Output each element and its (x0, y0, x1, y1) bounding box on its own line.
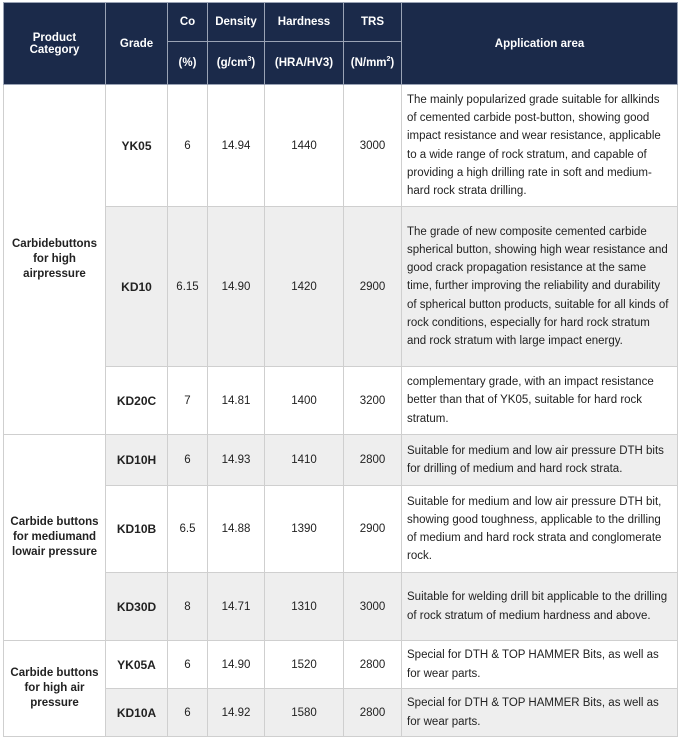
header-product-category: Product Category (4, 3, 106, 85)
header-grade: Grade (106, 3, 168, 85)
grade-cell: KD10H (106, 435, 168, 486)
co-cell: 6 (168, 689, 208, 737)
trs-cell: 2800 (344, 435, 402, 486)
co-cell: 6 (168, 641, 208, 689)
density-cell: 14.90 (208, 207, 265, 367)
category-cell: Carbidebuttons for high airpressure (4, 85, 106, 435)
trs-cell: 3000 (344, 573, 402, 641)
density-cell: 14.93 (208, 435, 265, 486)
table-row (4, 367, 678, 435)
trs-cell: 2800 (344, 689, 402, 737)
grade-cell: YK05A (106, 641, 168, 689)
table-row (4, 85, 678, 207)
density-cell: 14.94 (208, 85, 265, 207)
application-cell: The mainly popularized grade suitable for allkinds of cemented carbide post-button, showing good impact resistance and wear resistance, applicable to a wide range of rock stratum, and capable of providing a high drilling rate in soft and medium-hard rock strata drilling. (402, 85, 678, 207)
density-cell: 14.90 (208, 641, 265, 689)
density-cell: 14.71 (208, 573, 265, 641)
hardness-cell: 1310 (265, 573, 344, 641)
header-hardness: Hardness (265, 3, 344, 42)
header-trs: TRS (344, 3, 402, 42)
category-cell: Carbide buttons for high air pressure (4, 641, 106, 737)
trs-cell: 3000 (344, 85, 402, 207)
hardness-cell: 1420 (265, 207, 344, 367)
co-cell: 7 (168, 367, 208, 435)
hardness-cell: 1390 (265, 486, 344, 573)
grade-cell: KD10 (106, 207, 168, 367)
header-trs-unit: $(N/mm^2)$ (344, 42, 402, 85)
hardness-cell: 1410 (265, 435, 344, 486)
table-row (4, 573, 678, 641)
table-row (4, 641, 678, 689)
hardness-cell: 1440 (265, 85, 344, 207)
application-cell: Suitable for medium and low air pressure DTH bits for drilling of medium and hard rock strata. (402, 435, 678, 486)
hardness-cell: 1580 (265, 689, 344, 737)
trs-cell: 3200 (344, 367, 402, 435)
header-density: Density (208, 3, 265, 42)
co-cell: 6 (168, 435, 208, 486)
header-co-unit: (%) (168, 42, 208, 85)
header-density-unit: $(g/cm^3)$ (208, 42, 265, 85)
table-row (4, 689, 678, 737)
application-cell: Suitable for medium and low air pressure DTH bit, showing good toughness, applicable to the drilling of medium and hard rock strata and conglomerate rock. (402, 486, 678, 573)
grade-cell: YK05 (106, 85, 168, 207)
application-cell: Suitable for welding drill bit applicable to the drilling of rock stratum of medium hardness and above. (402, 573, 678, 641)
application-cell: Special for DTH & TOP HAMMER Bits, as well as for wear parts. (402, 641, 678, 689)
grade-cell: KD10A (106, 689, 168, 737)
trs-cell: 2900 (344, 486, 402, 573)
trs-cell: 2900 (344, 207, 402, 367)
category-cell: Carbide buttons for mediumand lowair pressure (4, 435, 106, 641)
application-cell: complementary grade, with an impact resistance better than that of YK05, suitable for hard rock stratum. (402, 367, 678, 435)
trs-cell: 2800 (344, 641, 402, 689)
density-cell: 14.81 (208, 367, 265, 435)
header-co: Co (168, 3, 208, 42)
header-application-area: Application area (402, 3, 678, 85)
table-row (4, 207, 678, 367)
grade-cell: KD20C (106, 367, 168, 435)
density-cell: 14.92 (208, 689, 265, 737)
hardness-cell: 1520 (265, 641, 344, 689)
table-row (4, 486, 678, 573)
header-hardness-unit: (HRA/HV3) (265, 42, 344, 85)
density-cell: 14.88 (208, 486, 265, 573)
application-cell: The grade of new composite cemented carbide spherical button, showing high wear resistance and good crack propagation resistance at the same time, further improving the reliability and durability of spherical button products, suitable for all kinds of rock conditions, especially for hard rock stratum and rock stratum with large impact energy. (402, 207, 678, 367)
table-row (4, 435, 678, 486)
carbide-grade-table (3, 2, 678, 737)
co-cell: 6.5 (168, 486, 208, 573)
co-cell: 6.15 (168, 207, 208, 367)
application-cell: Special for DTH & TOP HAMMER Bits, as well as for wear parts. (402, 689, 678, 737)
hardness-cell: 1400 (265, 367, 344, 435)
co-cell: 8 (168, 573, 208, 641)
grade-cell: KD10B (106, 486, 168, 573)
co-cell: 6 (168, 85, 208, 207)
grade-cell: KD30D (106, 573, 168, 641)
